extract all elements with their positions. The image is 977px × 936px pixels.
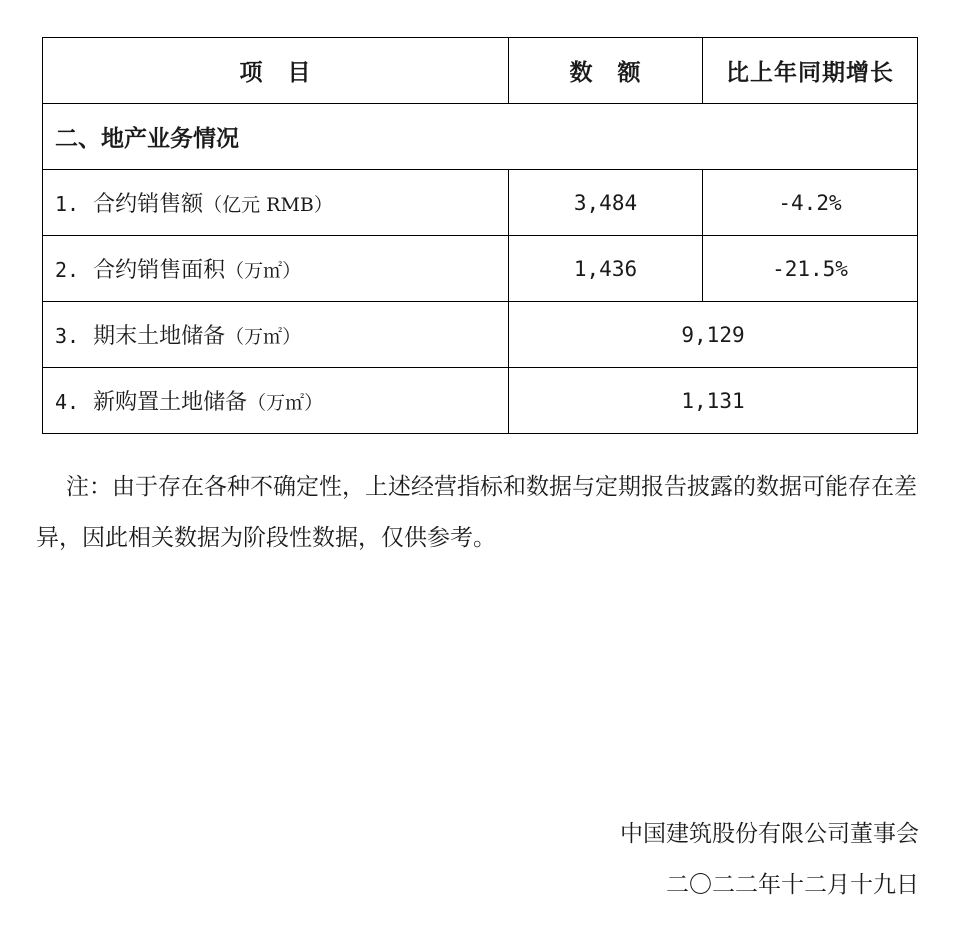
header-amount: 数 额 xyxy=(509,38,703,104)
table-row xyxy=(43,170,918,236)
row-unit: （亿元 RMB） xyxy=(203,194,333,216)
table-row xyxy=(43,368,918,434)
disclaimer-note: 注：由于存在各种不确定性，上述经营指标和数据与定期报告披露的数据可能存在差异，因此相关数据为阶段性数据，仅供参考。 xyxy=(36,474,917,551)
section-row xyxy=(43,104,918,170)
row-unit: （万㎡） xyxy=(225,260,302,282)
row-unit: （万㎡） xyxy=(247,392,324,414)
row-label xyxy=(43,368,509,434)
table-row xyxy=(43,302,918,368)
row-value: 3,484 xyxy=(509,170,703,236)
row-label xyxy=(43,170,509,236)
header-yoy-growth: 比上年同期增长 xyxy=(703,38,918,104)
operating-data-table xyxy=(42,37,918,434)
signature-date: 二〇二二年十二月十九日 xyxy=(666,872,919,898)
row-label-text: 合约销售面积 xyxy=(93,258,226,283)
row-unit: （万㎡） xyxy=(225,326,302,348)
row-number: 4. xyxy=(55,390,80,414)
row-value: 9,129 xyxy=(509,302,918,368)
row-label-text: 新购置土地储备 xyxy=(93,390,248,415)
section-title: 二、地产业务情况 xyxy=(43,104,918,170)
table-row xyxy=(43,236,918,302)
row-number: 3. xyxy=(55,324,80,348)
signature-company: 中国建筑股份有限公司董事会 xyxy=(620,821,919,847)
row-number: 2. xyxy=(55,258,80,282)
row-number: 1. xyxy=(55,192,80,216)
row-label xyxy=(43,302,509,368)
header-item: 项 目 xyxy=(43,38,509,104)
row-value: 1,436 xyxy=(509,236,703,302)
row-value: 1,131 xyxy=(509,368,918,434)
row-label-text: 期末土地储备 xyxy=(93,324,226,349)
row-growth: -4.2% xyxy=(703,170,918,236)
row-label-text: 合约销售额 xyxy=(93,192,204,217)
row-growth: -21.5% xyxy=(703,236,918,302)
table-header-row xyxy=(43,38,918,104)
row-label xyxy=(43,236,509,302)
